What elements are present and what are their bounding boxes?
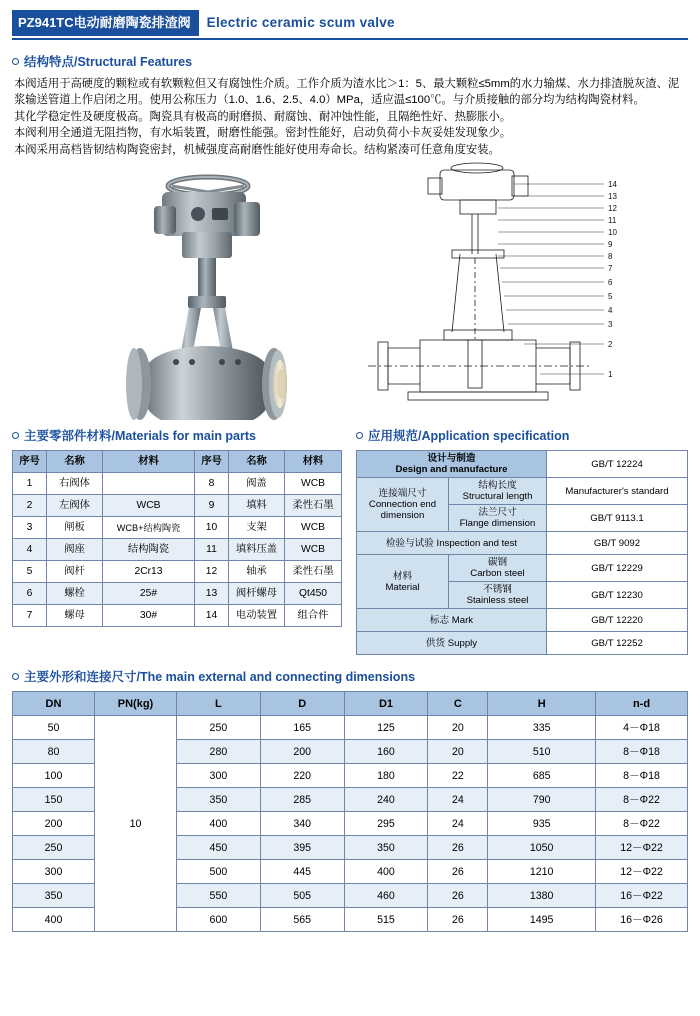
materials-table <box>12 450 342 627</box>
spec-label-material: 材料 Material <box>357 555 449 609</box>
drawing-callout: 6 <box>608 278 613 288</box>
cell-c: 26 <box>428 884 488 908</box>
cell-h: 935 <box>488 812 596 836</box>
spec-row-design <box>357 451 688 478</box>
cell-nd: 8－Φ22 <box>596 788 688 812</box>
cell: 7 <box>13 605 47 627</box>
cell: WCB <box>285 473 342 495</box>
col-header-no-1: 序号 <box>13 451 47 473</box>
cell-dn: 50 <box>13 716 95 740</box>
drawing-callout: 2 <box>608 340 613 350</box>
drawing-callout: 7 <box>608 264 613 274</box>
spec-sublabel-structural-length: 结构长度 Structural length <box>449 478 547 505</box>
cell-h: 335 <box>488 716 596 740</box>
application-spec-table <box>356 450 688 655</box>
cell: 闸板 <box>47 517 103 539</box>
cell-h: 1050 <box>488 836 596 860</box>
valve-photo-graphic <box>12 162 332 420</box>
table-row <box>13 539 342 561</box>
cell: 阀座 <box>47 539 103 561</box>
drawing-callout: 5 <box>608 292 613 302</box>
cell-l: 400 <box>177 812 261 836</box>
cell-l: 280 <box>177 740 261 764</box>
drawing-callout: 14 <box>608 180 617 190</box>
cell-c: 22 <box>428 764 488 788</box>
cell-l: 300 <box>177 764 261 788</box>
col-header-c: C <box>428 692 488 716</box>
cell-d1: 295 <box>344 812 428 836</box>
cell-c: 26 <box>428 836 488 860</box>
spec-label-inspection: 检验与试验 Inspection and test <box>357 532 547 555</box>
cell: 1 <box>13 473 47 495</box>
table-row <box>13 561 342 583</box>
spec-value-flange-dimension: GB/T 9113.1 <box>547 505 688 532</box>
spec-value-stainless-steel: GB/T 12230 <box>547 582 688 609</box>
cell-c: 26 <box>428 860 488 884</box>
table-header-row <box>13 451 342 473</box>
cell-nd: 4－Φ18 <box>596 716 688 740</box>
cell: 阀盖 <box>229 473 285 495</box>
bullet-icon <box>12 673 19 680</box>
spec-value-carbon-steel: GB/T 12229 <box>547 555 688 582</box>
cell: 支架 <box>229 517 285 539</box>
cell-nd: 12－Φ22 <box>596 836 688 860</box>
cell: 组合件 <box>285 605 342 627</box>
features-paragraph: 其化学稳定性及硬度极高。陶瓷具有极高的耐磨损、耐腐蚀、耐冲蚀性能，且隔绝性好、热膨胀小。 <box>14 110 512 123</box>
cell-dn: 350 <box>13 884 95 908</box>
table-row <box>13 495 342 517</box>
cell-d1: 400 <box>344 860 428 884</box>
cell-d1: 350 <box>344 836 428 860</box>
cell: 填料 <box>229 495 285 517</box>
cell-pn: 10 <box>95 716 177 932</box>
cell-d: 165 <box>260 716 344 740</box>
cell-d: 340 <box>260 812 344 836</box>
title-divider <box>12 38 688 40</box>
table-header-row <box>13 692 688 716</box>
col-header-material-1: 材料 <box>103 451 195 473</box>
spec-sublabel-carbon-steel: 碳钢 Carbon steel <box>449 555 547 582</box>
table-row <box>13 473 342 495</box>
page-title-en: Electric ceramic scum valve <box>206 15 395 30</box>
cell-d: 220 <box>260 764 344 788</box>
cell: 柔性石墨 <box>285 561 342 583</box>
spec-value-structural-length: Manufacturer's standard <box>547 478 688 505</box>
col-header-dn: DN <box>13 692 95 716</box>
cell-c: 24 <box>428 812 488 836</box>
cell-dn: 150 <box>13 788 95 812</box>
col-header-name-2: 名称 <box>229 451 285 473</box>
col-header-name-1: 名称 <box>47 451 103 473</box>
valve-cross-section-drawing <box>338 162 688 420</box>
drawing-callout: 8 <box>608 252 613 262</box>
illustrations-row <box>12 162 688 420</box>
cell-d1: 180 <box>344 764 428 788</box>
electric-ceramic-scum-valve-photo <box>12 162 332 420</box>
cell: 右阀体 <box>47 473 103 495</box>
spec-value-inspection: GB/T 9092 <box>547 532 688 555</box>
spec-value-supply: GB/T 12252 <box>547 632 688 655</box>
tables-row <box>12 426 688 655</box>
cell-dn: 80 <box>13 740 95 764</box>
cell: 25# <box>103 583 195 605</box>
cell-d: 505 <box>260 884 344 908</box>
features-paragraph: 本阀利用全通道无阻挡物，有水垢装置，耐磨性能强。密封性能好，启动负荷小卡灰妥娃发现象少。 <box>14 127 512 140</box>
section-heading-dimensions <box>12 667 688 685</box>
features-text <box>14 76 688 158</box>
spec-row-structural-length <box>357 478 688 505</box>
cell: 轴承 <box>229 561 285 583</box>
cell-dn: 200 <box>13 812 95 836</box>
cell: WCB <box>103 495 195 517</box>
cell: 左阀体 <box>47 495 103 517</box>
bullet-icon <box>12 58 19 65</box>
cell-l: 350 <box>177 788 261 812</box>
cell-h: 685 <box>488 764 596 788</box>
spec-label-connection-end: 连接端尺寸 Connection end dimension <box>357 478 449 532</box>
cell-l: 250 <box>177 716 261 740</box>
cell: 2Cr13 <box>103 561 195 583</box>
section-heading-materials <box>12 426 342 444</box>
table-row <box>13 716 688 740</box>
cell-l: 600 <box>177 908 261 932</box>
cell: 10 <box>195 517 229 539</box>
cell-nd: 16－Φ22 <box>596 884 688 908</box>
spec-row-mark <box>357 609 688 632</box>
cell-h: 1210 <box>488 860 596 884</box>
drawing-callout: 9 <box>608 240 613 250</box>
drawing-callout: 13 <box>608 192 617 202</box>
cell-d1: 515 <box>344 908 428 932</box>
spec-label-supply: 供货 Supply <box>357 632 547 655</box>
cell: 螺栓 <box>47 583 103 605</box>
cell: 填料压盖 <box>229 539 285 561</box>
page-header <box>12 10 688 36</box>
cell: 5 <box>13 561 47 583</box>
cell: 柔性石墨 <box>285 495 342 517</box>
cell: 电动装置 <box>229 605 285 627</box>
cell: 6 <box>13 583 47 605</box>
cell-c: 24 <box>428 788 488 812</box>
cell: 阀杆 <box>47 561 103 583</box>
bullet-icon <box>356 432 363 439</box>
spec-label-design: 设计与制造 Design and manufacture <box>357 451 547 478</box>
table-row <box>13 517 342 539</box>
cell-l: 550 <box>177 884 261 908</box>
cell-dn: 400 <box>13 908 95 932</box>
cell-nd: 8－Φ22 <box>596 812 688 836</box>
cell-c: 26 <box>428 908 488 932</box>
col-header-no-2: 序号 <box>195 451 229 473</box>
cell-h: 790 <box>488 788 596 812</box>
section-heading-features-label: 结构特点/Structural Features <box>24 55 193 69</box>
features-paragraph: 本阀适用于高硬度的颗粒或有软颗粒但又有腐蚀性介质。工作介质为渣水比＞1：5、最大颗粒≤5mm的水力输煤、水力排渣脱灰渣、泥浆输送管道上作启闭之用。使用公称压力（1.0、1.6、2.5、4.0）MPa，适应温≤100℃。与介质接触的部分均为结构陶瓷材料。 <box>14 78 680 107</box>
spec-sublabel-stainless-steel: 不锈钢 Stainless steel <box>449 582 547 609</box>
cell-l: 500 <box>177 860 261 884</box>
section-heading-application-label: 应用规范/Application specification <box>368 429 570 444</box>
spec-label-mark: 标志 Mark <box>357 609 547 632</box>
section-heading-application <box>356 426 688 444</box>
col-header-nd: n-d <box>596 692 688 716</box>
section-heading-materials-label: 主要零部件材料/Materials for main parts <box>24 429 256 444</box>
cell: 结构陶瓷 <box>103 539 195 561</box>
spec-row-inspection <box>357 532 688 555</box>
cell: 8 <box>195 473 229 495</box>
cell: WCB+结构陶瓷 <box>103 517 195 539</box>
application-section <box>356 426 688 655</box>
cell: 11 <box>195 539 229 561</box>
cell-d: 285 <box>260 788 344 812</box>
cell-d: 395 <box>260 836 344 860</box>
cell: 3 <box>13 517 47 539</box>
cell-dn: 300 <box>13 860 95 884</box>
features-paragraph: 本阀采用高档皆韧结构陶瓷密封，机械强度高耐磨性能好使用寿命长。结构紧凑可任意角度安装。 <box>14 143 500 156</box>
cell-nd: 8－Φ18 <box>596 764 688 788</box>
bullet-icon <box>12 432 19 439</box>
cell: WCB <box>285 517 342 539</box>
spec-sublabel-flange-dimension: 法兰尺寸 Flange dimension <box>449 505 547 532</box>
col-header-l: L <box>177 692 261 716</box>
col-header-h: H <box>488 692 596 716</box>
col-header-pn: PN(kg) <box>95 692 177 716</box>
cell: 阀杆螺母 <box>229 583 285 605</box>
col-header-d1: D1 <box>344 692 428 716</box>
cell-h: 1495 <box>488 908 596 932</box>
cell: 4 <box>13 539 47 561</box>
section-heading-dimensions-label: 主要外形和连接尺寸/The main external and connecting dimensions <box>24 670 416 685</box>
cell: 30# <box>103 605 195 627</box>
materials-section <box>12 426 342 655</box>
cell-d1: 460 <box>344 884 428 908</box>
cell-d: 565 <box>260 908 344 932</box>
cell-nd: 12－Φ22 <box>596 860 688 884</box>
spec-value-mark: GB/T 12220 <box>547 609 688 632</box>
dimensions-table <box>12 691 688 932</box>
cell: 螺母 <box>47 605 103 627</box>
page-title-cn: PZ941TC电动耐磨陶瓷排渣阀 <box>12 10 199 36</box>
col-header-d: D <box>260 692 344 716</box>
cell-dn: 100 <box>13 764 95 788</box>
cell: 14 <box>195 605 229 627</box>
drawing-callout: 4 <box>608 306 613 316</box>
cell-nd: 8－Φ18 <box>596 740 688 764</box>
cell-d: 445 <box>260 860 344 884</box>
spec-row-carbon-steel <box>357 555 688 582</box>
cell-d1: 160 <box>344 740 428 764</box>
cell-c: 20 <box>428 740 488 764</box>
drawing-callout: 3 <box>608 320 613 330</box>
cell: 2 <box>13 495 47 517</box>
cell-d1: 240 <box>344 788 428 812</box>
drawing-callout: 10 <box>608 228 617 238</box>
cell-d: 200 <box>260 740 344 764</box>
cell-dn: 250 <box>13 836 95 860</box>
table-row <box>13 605 342 627</box>
table-row <box>13 583 342 605</box>
drawing-callout: 11 <box>608 216 617 226</box>
cell-h: 1380 <box>488 884 596 908</box>
drawing-callout: 1 <box>608 370 613 380</box>
cell: 13 <box>195 583 229 605</box>
cell <box>103 473 195 495</box>
drawing-callout: 12 <box>608 204 617 214</box>
cell-nd: 16－Φ26 <box>596 908 688 932</box>
cell: 9 <box>195 495 229 517</box>
cell: Qt450 <box>285 583 342 605</box>
dimensions-section <box>12 667 688 932</box>
col-header-material-2: 材料 <box>285 451 342 473</box>
spec-value-design: GB/T 12224 <box>547 451 688 478</box>
cell-d1: 125 <box>344 716 428 740</box>
cell-l: 450 <box>177 836 261 860</box>
spec-row-supply <box>357 632 688 655</box>
cell-c: 20 <box>428 716 488 740</box>
section-heading-features <box>12 52 688 70</box>
cell-h: 510 <box>488 740 596 764</box>
valve-drawing-graphic <box>338 162 688 420</box>
cell: WCB <box>285 539 342 561</box>
cell: 12 <box>195 561 229 583</box>
